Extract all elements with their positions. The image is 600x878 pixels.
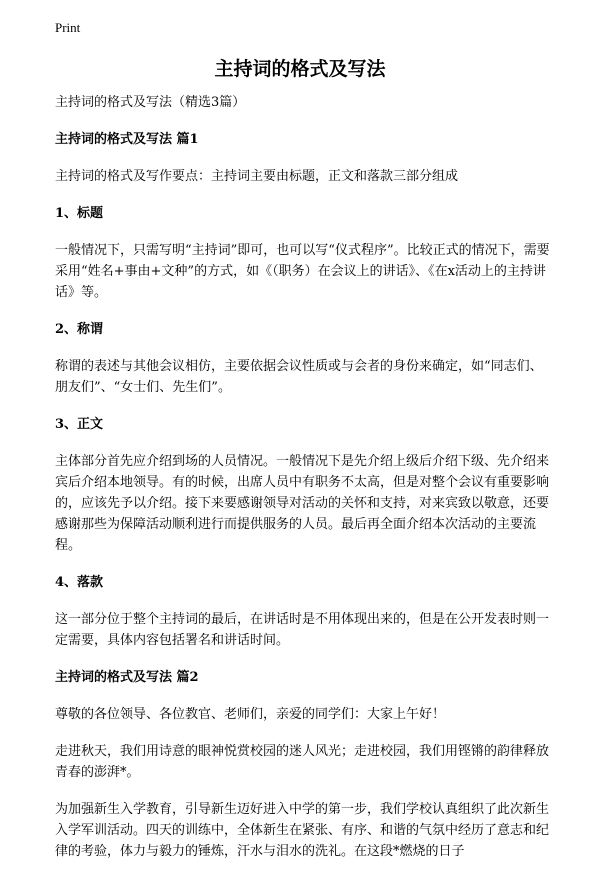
- part2-heading: 主持词的格式及写法 篇2: [55, 670, 199, 685]
- section-signature-text: 这一部分位于整个主持词的最后，在讲话时是不用体现出来的，但是在公开发表时则一定需要，具体内容包括署名和讲话时间。: [55, 612, 550, 648]
- section-salutation-heading: 2、称谓: [55, 322, 104, 337]
- part2-paragraph-1: 走进秋天，我们用诗意的眼神悦赏校园的迷人风光；走进校园，我们用铿锵的韵律释放青春的澎湃*。: [55, 744, 550, 780]
- section-title-text: 一般情况下，只需写明“主持词”即可，也可以写“仪式程序”。比较正式的情况下，需要采用“姓名+事由+文种”的方式，如《（职务）在会议上的讲话》、《在x活动上的主持讲话》等。: [55, 243, 550, 300]
- section-body-heading: 3、正文: [55, 417, 104, 432]
- page-title: 主持词的格式及写法: [214, 58, 386, 80]
- section-title-heading: 1、标题: [55, 206, 104, 221]
- section-salutation-text: 称谓的表述与其他会议相仿，主要依据会议性质或与会者的身份来确定，如“同志们、朋友们”、“女士们、先生们”。: [55, 359, 543, 395]
- part2-greeting: 尊敬的各位领导、各位教官、老师们，亲爱的同学们：大家上午好！: [55, 707, 446, 722]
- part2-paragraph-2: 为加强新生入学教育，引导新生迈好进入中学的第一步，我们学校认真组织了此次新生入学军训活动。四天的训练中，全体新生在紧张、有序、和谐的气氛中经历了意志和纪律的考验，体力与毅力的锤炼，汗水与泪水的洗礼。在这段*燃烧的日子: [55, 802, 550, 859]
- document-subtitle: 主持词的格式及写法（精选3篇）: [55, 95, 246, 110]
- section-body-text: 主体部分首先应介绍到场的人员情况。一般情况下是先介绍上级后介绍下级、先介绍来宾后介绍本地领导。有的时候，出席人员中有职务不太高，但是对整个会议有重要影响的，应该先予以介绍。接下来要感谢领导对活动的关怀和支持，对来宾致以敬意，还要感谢那些为保障活动顺利进行而提供服务的人员。最后再全面介绍本次活动的主要流程。: [55, 454, 550, 553]
- document-body: [55, 92, 555, 878]
- section-signature-heading: 4、落款: [55, 575, 104, 590]
- intro-paragraph: 主持词的格式及写作要点：主持词主要由标题，正文和落款三部分组成: [55, 169, 459, 184]
- part1-heading: 主持词的格式及写法 篇1: [55, 132, 199, 147]
- print-link[interactable]: Print: [55, 20, 81, 35]
